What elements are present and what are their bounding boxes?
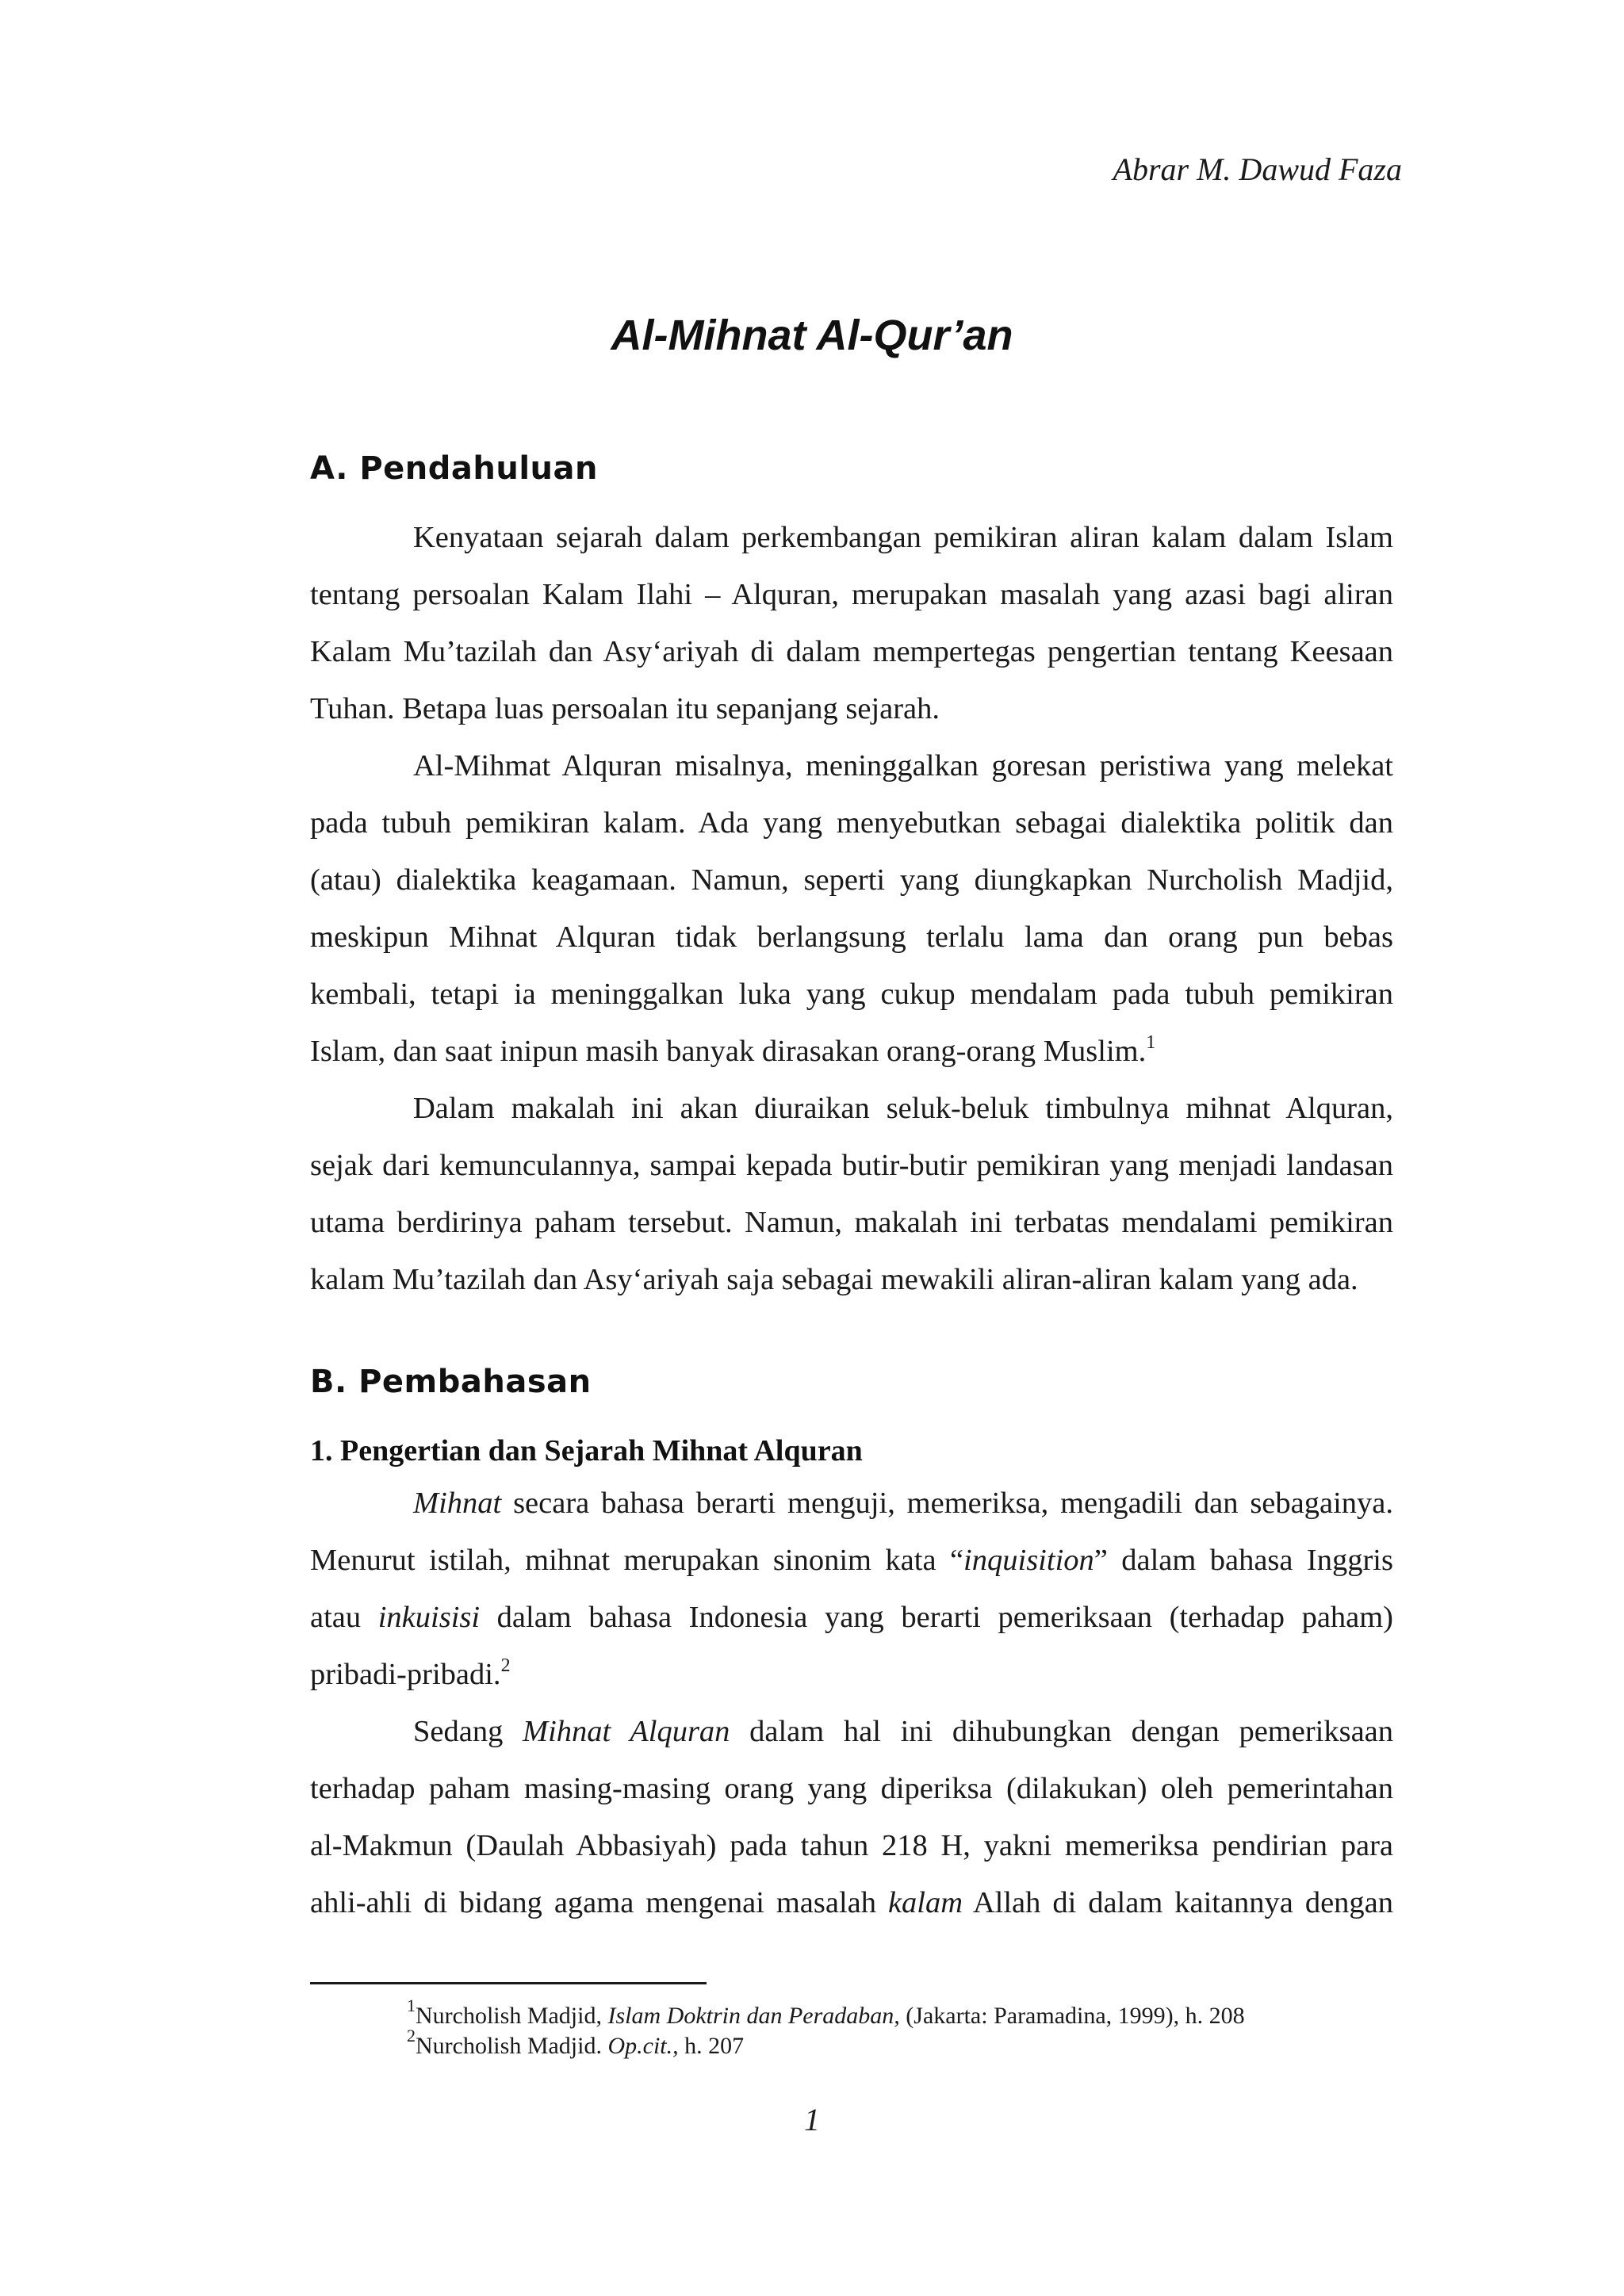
text-line: Islam, dan saat inipun masih banyak dirasakan orang-orang Muslim. xyxy=(310,1035,1147,1068)
section-heading-pembahasan: B. Pembahasan xyxy=(310,1364,592,1400)
term-mihnat: Mihnat xyxy=(413,1487,502,1520)
footnote-number: 1 xyxy=(407,1996,416,2015)
text-line xyxy=(310,1703,1393,1760)
text-line: al-Makmun (Daulah Abbasiyah) pada tahun 218 H, yakni memeriksa pendirian para xyxy=(310,1829,1393,1862)
footnote-book-title: Islam Doktrin dan Peradaban, xyxy=(607,2003,900,2029)
paragraph-mihnat-definition xyxy=(310,1475,1393,1703)
text-line: Kenyataan sejarah dalam perkembangan pemikiran aliran kalam dalam Islam xyxy=(413,521,1393,554)
text-line: sejak dari kemunculannya, sampai kepada butir-butir pemikiran yang menjadi landasan xyxy=(310,1149,1393,1182)
footnote-text: h. 207 xyxy=(678,2033,745,2059)
text-segment: Menurut istilah, mihnat merupakan sinonim kata “ xyxy=(310,1544,964,1577)
text-line: Dalam makalah ini akan diuraikan seluk-beluk timbulnya mihnat Alquran, xyxy=(413,1092,1393,1125)
text-segment: Sedang xyxy=(413,1715,523,1748)
text-segment: ahli-ahli di bidang agama mengenai masalah xyxy=(310,1886,888,1919)
article-title: Al-Mihnat Al-Qur’an xyxy=(611,312,1013,359)
paragraph-mihnat-alquran xyxy=(310,1703,1393,1931)
text-segment: Allah di dalam kaitannya dengan xyxy=(963,1886,1394,1919)
footnote-separator xyxy=(310,1982,707,1984)
text-line: kalam Mu’tazilah dan Asy‘ariyah saja sebagai mewakili aliran-aliran kalam yang ada. xyxy=(310,1263,1358,1296)
text-line: kembali, tetapi ia meninggalkan luka yang cukup mendalam pada tubuh pemikiran xyxy=(310,978,1393,1011)
running-header-author: Abrar M. Dawud Faza xyxy=(1113,151,1402,187)
text-line: terhadap paham masing-masing orang yang diperiksa (dilakukan) oleh pemerintahan xyxy=(310,1772,1393,1805)
paragraph-1 xyxy=(310,509,1393,737)
text-segment: dalam bahasa Indonesia yang berarti pemeriksaan (terhadap paham) xyxy=(480,1601,1394,1634)
text-line: tentang persoalan Kalam Ilahi – Alquran, merupakan masalah yang azasi bagi aliran xyxy=(310,578,1393,611)
page-number: 1 xyxy=(804,2102,820,2137)
text-line: Kalam Mu’tazilah dan Asy‘ariyah di dalam mempertegas pengertian tentang Keesaan xyxy=(310,635,1393,668)
text-line xyxy=(310,1475,1393,1532)
text-segment: ” dalam bahasa Inggris xyxy=(1094,1544,1393,1577)
text-segment: pribadi-pribadi. xyxy=(310,1658,501,1691)
text-line: utama berdirinya paham tersebut. Namun, makalah ini terbatas mendalami pemikiran xyxy=(310,1206,1393,1239)
text-line: meskipun Mihnat Alquran tidak berlangsung terlalu lama dan orang pun bebas xyxy=(310,920,1393,954)
text-line-with-footnote xyxy=(310,1023,1393,1080)
paragraph-2 xyxy=(310,737,1393,1080)
text-segment: dalam hal ini dihubungkan dengan pemeriksaan xyxy=(730,1715,1394,1748)
footnote-text: (Jakarta: Paramadina, 1999), h. 208 xyxy=(899,2003,1245,2029)
footnote-text: Nurcholish Madjid. xyxy=(416,2033,608,2059)
footnote-1 xyxy=(407,1996,1406,2031)
footnote-number: 2 xyxy=(407,2026,416,2045)
term-inquisition: inquisition xyxy=(963,1544,1094,1577)
term-inkuisisi: inkuisisi xyxy=(377,1601,481,1634)
text-segment: secara bahasa berarti menguji, memeriksa, mengadili dan sebagainya. xyxy=(501,1487,1393,1520)
footnotes xyxy=(407,1996,1406,2061)
footnote-op-cit: Op.cit., xyxy=(607,2033,679,2059)
footnote-text: Nurcholish Madjid, xyxy=(416,2003,608,2029)
term-kalam: kalam xyxy=(887,1886,963,1919)
text-line xyxy=(310,1874,1393,1931)
subsection-heading-pengertian: 1. Pengertian dan Sejarah Mihnat Alquran xyxy=(310,1434,863,1468)
text-segment: atau xyxy=(310,1601,378,1634)
section-a-body xyxy=(310,509,1393,1308)
term-mihnat-alquran: Mihnat Alquran xyxy=(523,1715,730,1748)
footnote-ref-1[interactable]: 1 xyxy=(1146,1032,1156,1054)
footnote-2 xyxy=(407,2026,1406,2061)
section-b-body xyxy=(310,1475,1393,1931)
text-line: (atau) dialektika keagamaan. Namun, seperti yang diungkapkan Nurcholish Madjid, xyxy=(310,863,1393,897)
paragraph-3 xyxy=(310,1080,1393,1308)
text-line-with-footnote xyxy=(310,1646,1393,1703)
text-line xyxy=(310,1589,1393,1646)
text-line: pada tubuh pemikiran kalam. Ada yang menyebutkan sebagai dialektika politik dan xyxy=(310,806,1393,840)
text-line: Al-Mihmat Alquran misalnya, meninggalkan goresan peristiwa yang melekat xyxy=(413,749,1393,783)
text-line: Tuhan. Betapa luas persoalan itu sepanjang sejarah. xyxy=(310,692,940,725)
text-line xyxy=(310,1532,1393,1589)
footnote-ref-2[interactable]: 2 xyxy=(500,1655,511,1677)
section-heading-pendahuluan: A. Pendahuluan xyxy=(310,450,598,487)
